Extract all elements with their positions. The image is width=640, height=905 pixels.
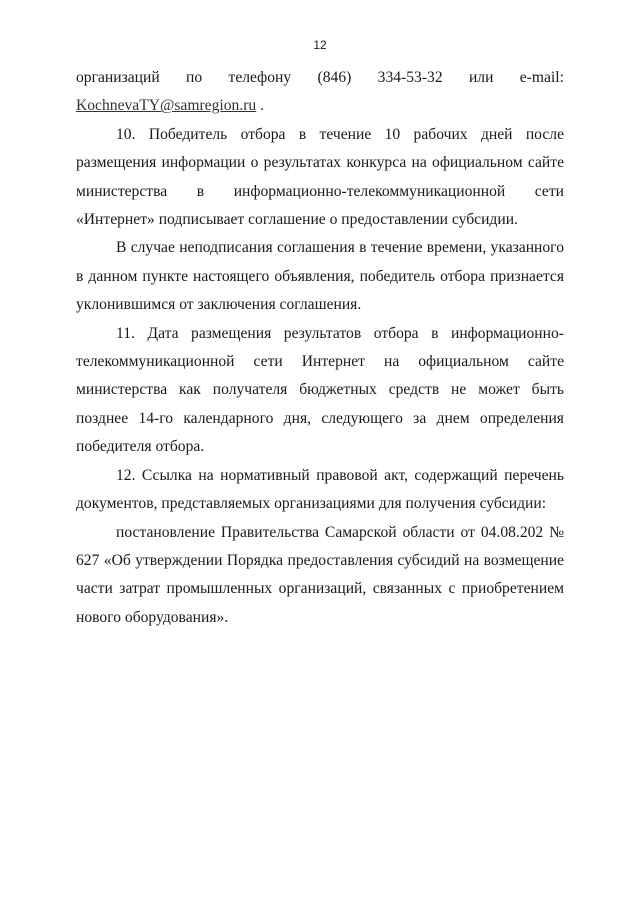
contact-word: или [468, 69, 494, 86]
regulation-reference: постановление Правительства Самарской области от 04.08.202 № 627 «Об утверждении Порядка предоставления субсидий на возмещение части затрат промышленных организаций, связанных с приобретением нового оборудования». [76, 523, 564, 626]
paragraph-11: 11. Дата размещения результатов отбора в информационно-телекоммуникационной сети Интернет на официальном сайте министерства как получателя бюджетных средств не может быть позднее 14-го календарного дня, следующего за днем определения победителя отбора. [76, 324, 564, 456]
phone-number: 334-53-32 [377, 69, 443, 86]
contact-word: телефону [228, 69, 292, 86]
phone-code: (846) [317, 69, 352, 86]
email-line-end: . [260, 97, 265, 115]
contact-line [76, 64, 564, 92]
page-number: 12 [313, 38, 327, 52]
contact-word: по [186, 69, 203, 86]
paragraph-10-continuation: В случае неподписания соглашения в течение времени, указанного в данном пункте настоящего объявления, победитель отбора признается уклонившимся от заключения соглашения. [76, 239, 564, 314]
email-link[interactable]: KochnevaTY@samregion.ru [76, 97, 257, 115]
email-label: e-mail: [519, 69, 564, 86]
document-body [76, 64, 564, 632]
paragraph-12: 12. Ссылка на нормативный правовой акт, содержащий перечень документов, представляемых организациями для получения субсидии: [76, 466, 564, 513]
paragraph-10: 10. Победитель отбора в течение 10 рабочих дней после размещения информации о результатах конкурса на официальном сайте министерства в информационно-телекоммуникационной сети «Интернет» подписывает соглашение о предоставлении субсидии. [76, 125, 564, 229]
contact-word: организаций [76, 69, 160, 86]
email-line [76, 92, 564, 120]
